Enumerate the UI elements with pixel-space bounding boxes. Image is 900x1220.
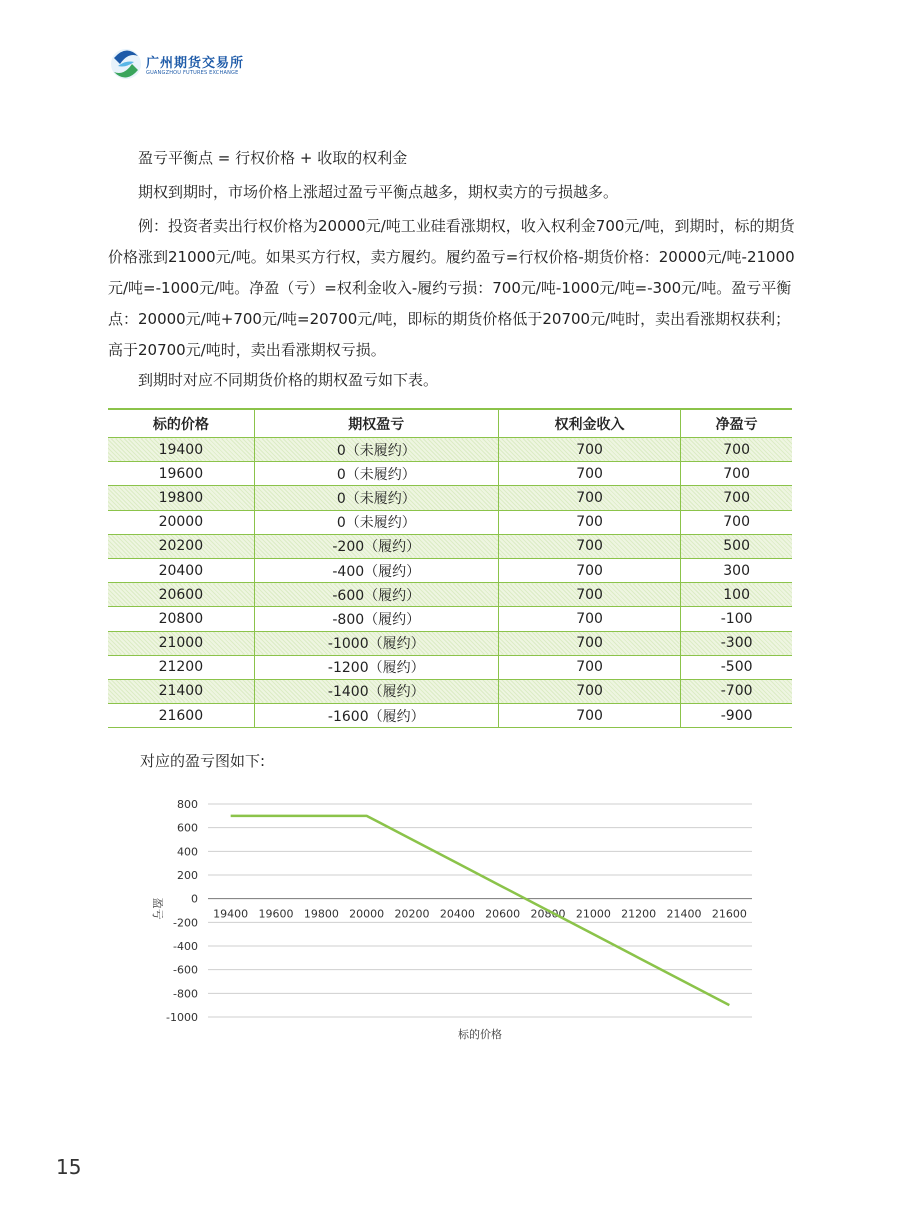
x-tick-label: 19600 — [258, 907, 294, 921]
cell-underlying-price: 20800 — [108, 607, 254, 631]
table-row — [108, 462, 792, 486]
table-row — [108, 607, 792, 631]
header-premium-income: 权利金收入 — [498, 409, 680, 438]
breakeven-formula: 盈亏平衡点 = 行权价格 + 收取的权利金 — [138, 149, 408, 167]
table-row — [108, 558, 792, 582]
cell-underlying-price: 20000 — [108, 510, 254, 534]
cell-option-pl: -200（履约） — [254, 534, 498, 558]
cell-premium-income: 700 — [498, 462, 680, 486]
y-tick-label: -600 — [173, 963, 198, 977]
y-tick-label: 200 — [177, 869, 198, 882]
cell-option-pl: -400（履约） — [254, 558, 498, 582]
cell-underlying-price: 19400 — [108, 438, 254, 462]
y-tick-label: -800 — [173, 987, 198, 1001]
table-row — [108, 679, 792, 703]
logo-name-en: GUANGZHOU FUTURES EXCHANGE — [146, 70, 239, 76]
cell-premium-income: 700 — [498, 534, 680, 558]
cell-net-pl: 700 — [681, 510, 792, 534]
page-number: 15 — [56, 1155, 82, 1179]
cell-premium-income: 700 — [498, 583, 680, 607]
paragraph-table-intro: 到期时对应不同期货价格的期权盈亏如下表。 — [138, 371, 439, 389]
x-tick-label: 20800 — [530, 907, 566, 921]
table-row — [108, 510, 792, 534]
header-option-pl: 期权盈亏 — [254, 409, 498, 438]
cell-underlying-price: 21000 — [108, 631, 254, 655]
table-header-row — [108, 409, 792, 438]
cell-premium-income: 700 — [498, 655, 680, 679]
cell-option-pl: 0（未履约） — [254, 462, 498, 486]
y-tick-label: 600 — [177, 821, 198, 835]
cell-premium-income: 700 — [498, 607, 680, 631]
x-tick-label: 21400 — [666, 907, 702, 921]
paragraph-example: 例：投资者卖出行权价格为20000元/吨工业硅看涨期权，收入权利金700元/吨，到期时，标的期货价格涨到21000元/吨。如果买方行权，卖方履约。履约盈亏=行权价格-期货价格：20000元/吨-21000元/吨=-1000元/吨。净盈（亏）=权利金收入-履约亏损：700元/吨-1000元/吨=-300元/吨。盈亏平衡点：20000元/吨+700元/吨=20700元/吨，即标的期货价格低于20700元/吨时，卖出看涨期权获利；高于20700元/吨时，卖出看涨期权亏损。 — [108, 217, 795, 359]
cell-underlying-price: 21400 — [108, 679, 254, 703]
profit-loss-table — [108, 408, 792, 728]
cell-option-pl: 0（未履约） — [254, 438, 498, 462]
cell-net-pl: 500 — [681, 534, 792, 558]
table-row — [108, 631, 792, 655]
cell-option-pl: -1400（履约） — [254, 679, 498, 703]
cell-premium-income: 700 — [498, 679, 680, 703]
cell-underlying-price: 19600 — [108, 462, 254, 486]
cell-premium-income: 700 — [498, 510, 680, 534]
cell-underlying-price: 20600 — [108, 583, 254, 607]
cell-underlying-price: 21200 — [108, 655, 254, 679]
cell-option-pl: -800（履约） — [254, 607, 498, 631]
cell-underlying-price: 19800 — [108, 486, 254, 510]
cell-net-pl: 700 — [681, 462, 792, 486]
cell-option-pl: -1600（履约） — [254, 704, 498, 728]
table-row — [108, 655, 792, 679]
cell-net-pl: -700 — [681, 679, 792, 703]
cell-net-pl: -100 — [681, 607, 792, 631]
x-tick-label: 19400 — [213, 907, 249, 921]
net-pl-line-chart — [140, 790, 780, 1060]
cell-underlying-price: 21600 — [108, 704, 254, 728]
cell-underlying-price: 20200 — [108, 534, 254, 558]
cell-option-pl: -600（履约） — [254, 583, 498, 607]
cell-option-pl: 0（未履约） — [254, 510, 498, 534]
cell-net-pl: -900 — [681, 704, 792, 728]
cell-net-pl: 700 — [681, 486, 792, 510]
x-tick-label: 20200 — [394, 907, 430, 921]
cell-net-pl: 100 — [681, 583, 792, 607]
y-tick-label: 800 — [177, 798, 198, 811]
cell-premium-income: 700 — [498, 558, 680, 582]
y-tick-label: 0 — [191, 892, 198, 906]
chart-caption: 对应的盈亏图如下: — [140, 752, 266, 770]
cell-underlying-price: 20400 — [108, 558, 254, 582]
y-tick-label: 400 — [177, 845, 198, 859]
x-tick-label: 20600 — [485, 907, 521, 921]
cell-net-pl: 700 — [681, 438, 792, 462]
table-row — [108, 583, 792, 607]
cell-option-pl: -1200（履约） — [254, 655, 498, 679]
cell-premium-income: 700 — [498, 631, 680, 655]
cell-net-pl: 300 — [681, 558, 792, 582]
header-net-pl: 净盈亏 — [681, 409, 792, 438]
table-row — [108, 534, 792, 558]
cell-option-pl: -1000（履约） — [254, 631, 498, 655]
cell-option-pl: 0（未履约） — [254, 486, 498, 510]
cell-net-pl: -300 — [681, 631, 792, 655]
x-tick-label: 21600 — [711, 907, 747, 921]
table-row — [108, 438, 792, 462]
y-tick-label: -200 — [173, 916, 198, 930]
x-tick-label: 19800 — [303, 907, 339, 921]
x-tick-label: 21000 — [575, 907, 611, 921]
cell-premium-income: 700 — [498, 438, 680, 462]
cell-premium-income: 700 — [498, 704, 680, 728]
table-row — [108, 704, 792, 728]
x-axis-label: 标的价格 — [458, 1028, 502, 1041]
x-tick-label: 20400 — [439, 907, 475, 921]
cell-net-pl: -500 — [681, 655, 792, 679]
y-tick-label: -1000 — [166, 1011, 198, 1024]
header-underlying-price: 标的价格 — [108, 409, 254, 438]
logo-name-cn: 广州期货交易所 — [146, 56, 245, 71]
y-axis-label: 盈亏 — [151, 897, 164, 920]
cell-premium-income: 700 — [498, 486, 680, 510]
paragraph-loss-explanation: 期权到期时，市场价格上涨超过盈亏平衡点越多，期权卖方的亏损越多。 — [138, 183, 619, 201]
x-tick-label: 20000 — [349, 907, 385, 921]
x-tick-label: 21200 — [621, 907, 657, 921]
table-row — [108, 486, 792, 510]
y-tick-label: -400 — [173, 940, 198, 953]
